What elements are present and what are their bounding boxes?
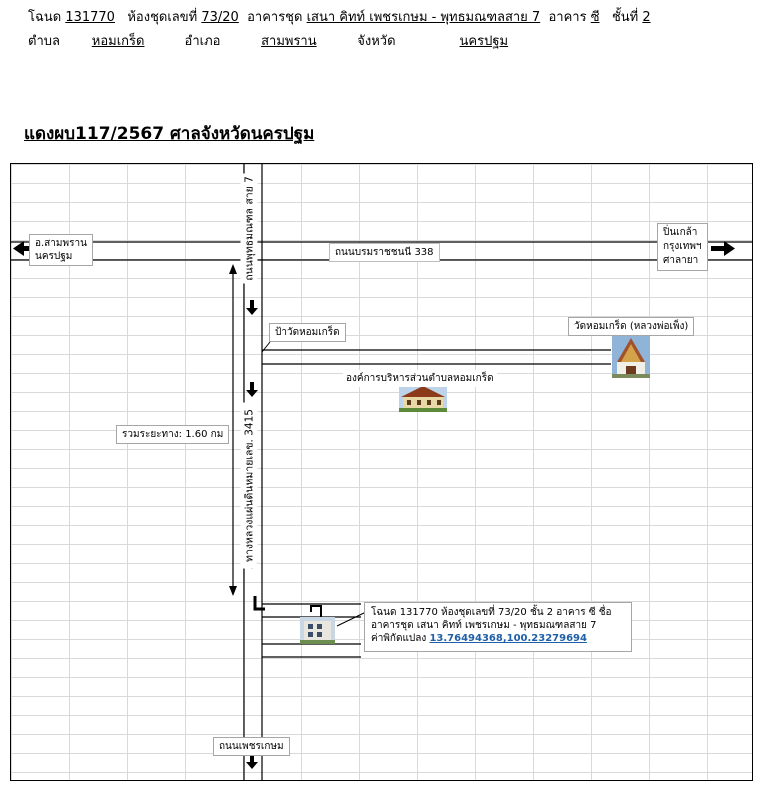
property-coord-label: ค่าพิกัดแปลง: [371, 633, 427, 644]
temple-label: วัดหอมเกร็ด (หลวงพ่อเพ็ง): [568, 317, 694, 336]
district-value: สามพราน: [261, 34, 317, 49]
route-map: [10, 163, 753, 781]
district-label: อำเภอ: [184, 34, 221, 49]
unit-label: ห้องชุดเลขที่: [127, 10, 198, 25]
property-line-1: โฉนด 131770 ห้องชุดเลขที่ 73/20 ชั้น 2 อาคาร ซี ชื่อ: [371, 607, 612, 618]
property-coord-link[interactable]: 13.76494368,100.23279694: [429, 633, 587, 644]
main-road-label: ถนนบรมราชชนนี 338: [329, 243, 440, 262]
property-coord-row: [371, 632, 625, 645]
right-arrow-shaft: [711, 246, 725, 251]
condo-label: อาคารชุด: [247, 10, 303, 25]
page-title: แดงผบ117/2567 ศาลจังหวัดนครปฐม: [24, 124, 315, 144]
province-value: นครปฐม: [459, 34, 509, 49]
property-line-2: อาคารชุด เสนา คิทท์ เพชรเกษม - พุทธมณฑลสาย 7: [371, 620, 597, 631]
floor-value: 2: [642, 10, 651, 25]
distance-arrow-bottom: [229, 586, 237, 596]
left-arrow-head: [13, 241, 24, 256]
condo-name: เสนา คิทท์ เพชรเกษม - พุทธมณฑลสาย 7: [306, 10, 541, 25]
office-picture: [399, 386, 447, 412]
header-line-2: [28, 30, 564, 51]
building-value: ซี: [590, 10, 600, 25]
subdistrict-label: ตำบล: [28, 34, 60, 49]
subdistrict-value: หอมเกร็ด: [91, 34, 145, 49]
temple-picture: [612, 336, 650, 378]
floor-label: ชั้นที่: [611, 10, 639, 25]
left-destination-label: อ.สามพราน นครปฐม: [29, 234, 93, 266]
distance-arrow-top: [229, 264, 237, 274]
side-road-top-label: ถนนพุทธมณฑล สาย 7: [241, 174, 258, 284]
deed-label: โฉนด: [28, 10, 62, 25]
sign-label: ป้าวัดหอมเกร็ด: [269, 323, 346, 342]
property-turn-arrow: [311, 606, 321, 618]
property-picture: [300, 617, 335, 644]
deed-number: 131770: [65, 10, 115, 25]
right-arrow-head: [724, 241, 735, 256]
office-label: องค์การบริหารส่วนตำบลหอมเกร็ด: [343, 370, 497, 387]
side-road-main-label: ทางหลวงแผ่นดินหมายเลข. 3415: [241, 403, 258, 569]
property-pointer: [337, 612, 366, 626]
bottom-road-label: ถนนเพชรเกษม: [213, 737, 290, 756]
unit-number: 73/20: [201, 10, 239, 25]
distance-label: รวมระยะทาง: 1.60 กม: [116, 425, 229, 444]
property-info-box: [364, 602, 632, 652]
building-label: อาคาร: [548, 10, 587, 25]
province-label: จังหวัด: [357, 34, 396, 49]
turn-arrow: [255, 596, 265, 609]
right-destination-label: ปิ่นเกล้า กรุงเทพฯ ศาลายา: [657, 223, 708, 271]
header-line-1: [28, 6, 651, 27]
